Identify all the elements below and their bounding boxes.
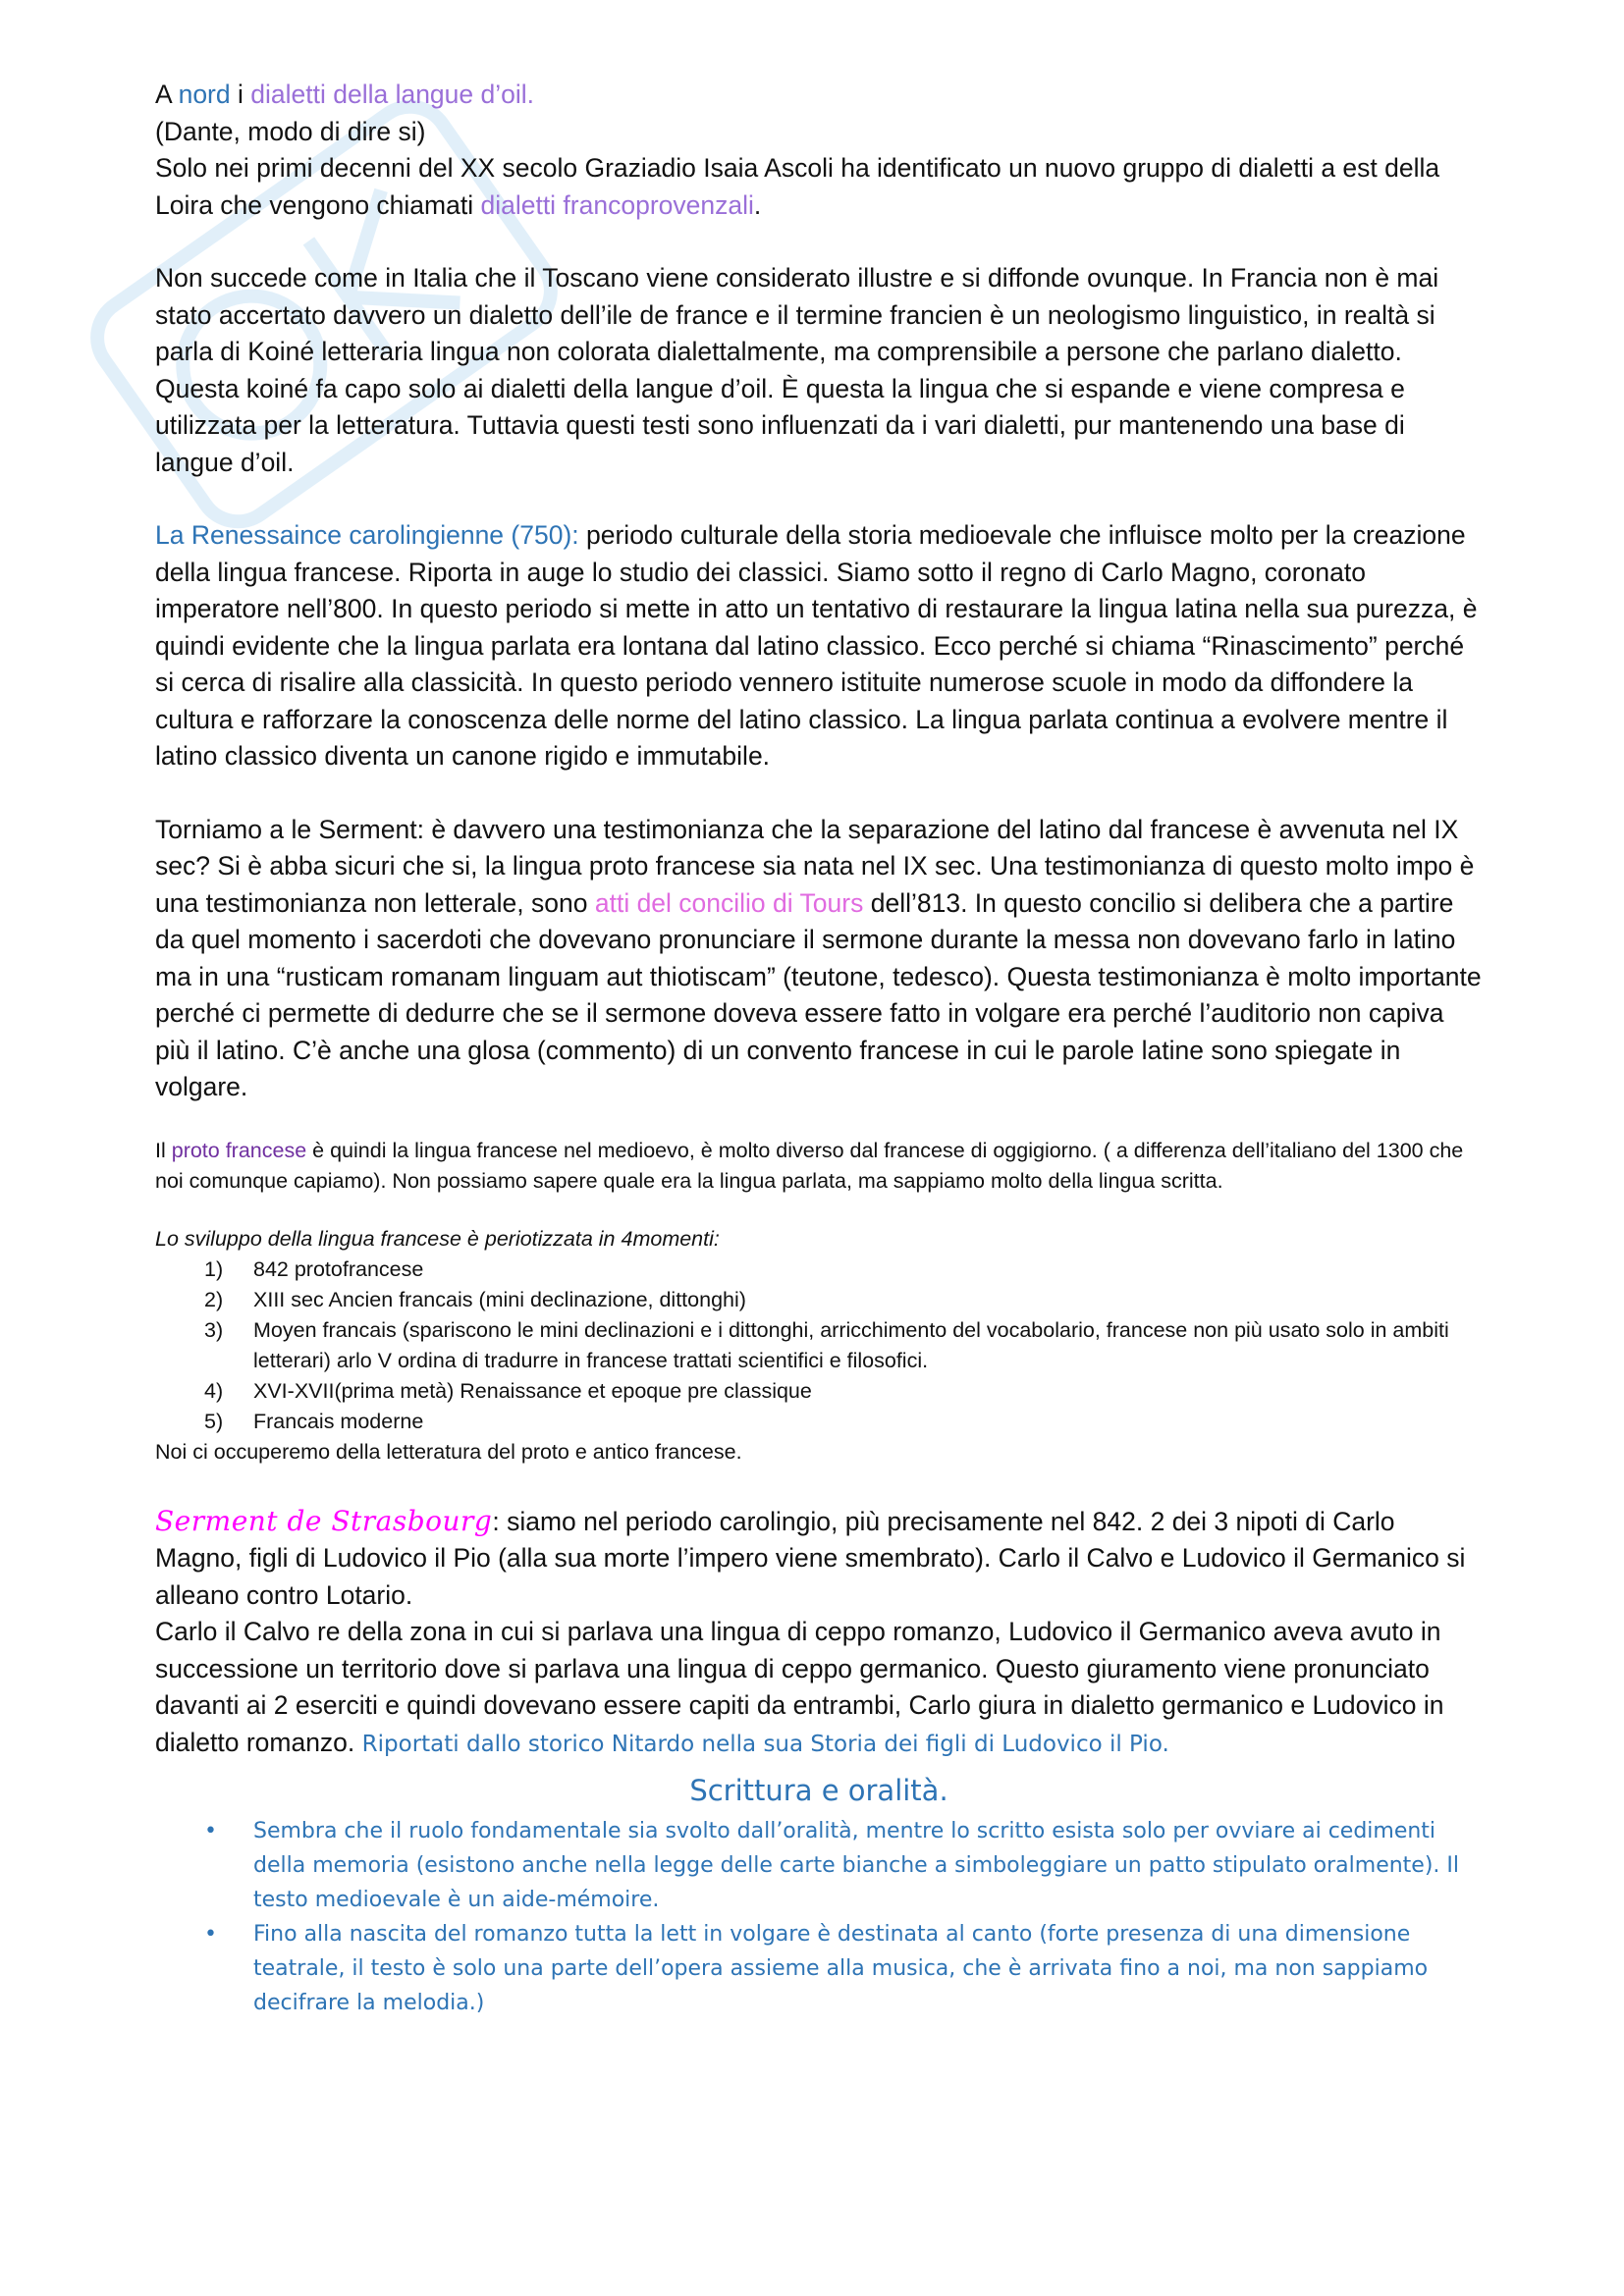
paragraph-sviluppo: Lo sviluppo della lingua francese è periotizzata in 4momenti:: [155, 1226, 720, 1251]
list-item: 3) Moyen francais (spariscono le mini declinazioni e i dittonghi, arricchimento del vocabolario, francese non più usato solo in ambiti letterari) arlo V ordina di tradurre in francese trattati scientifici e filosofici.: [204, 1317, 1449, 1372]
paragraph-carlo-calvo: Carlo il Calvo re della zona in cui si parlava una lingua di ceppo romanzo, Ludovico il Germanico aveva avuto in successione un territorio dove si parlava una lingua di ceppo germanico. Questo giuramento viene pronunciato davanti ai 2 eserciti e quindi dovevano essere capiti da entrambi, Carlo giura in dialetto germanico e Ludovico in dialetto romanzo. Riportati dallo storico Nitardo nella sua Storia dei figli di Ludovico il Pio.: [155, 1617, 1444, 1757]
paragraph-langue-oil: A nord i dialetti della langue d’oil.: [155, 80, 535, 109]
paragraph-proto-francese: Il proto francese è quindi la lingua francese nel medioevo, è molto diverso dal francese di oggigiorno. ( a differenza dell’italiano del 1300 che noi comunque capiamo). Non possiamo sapere quale era la lingua parlata, ma sappiamo molto della lingua scritta.: [155, 1138, 1464, 1193]
list-item: 2) XIII sec Ancien francais (mini declinazione, dittonghi): [204, 1287, 746, 1311]
list-item: 4) XVI-XVII(prima metà) Renaissance et epoque pre classique: [204, 1378, 812, 1403]
source-note: Riportati dallo storico Nitardo nella sua Storia dei figli di Ludovico il Pio.: [361, 1731, 1169, 1757]
paragraph-dante: (Dante, modo di dire si): [155, 116, 426, 146]
paragraph-koine: Non succede come in Italia che il Toscano viene considerato illustre e si diffonde ovunque. In Francia non è mai stato accertato davvero un dialetto dell’ile de france e il termine francien è un neologismo linguistico, in realtà si parla di Koiné letteraria lingua non colorata dialettalmente, ma comprensibile a persone che parlano dialetto. Questa koiné fa capo solo ai dialetti della langue d’oil. È questa la lingua che si espande e viene compresa e utilizzata per la letteratura. Tuttavia questi testi sono influenzati da i vari dialetti, pur mantenendo una base di langue d’oil.: [155, 263, 1439, 477]
paragraph-serment-strasbourg: Serment de Strasbourg: siamo nel periodo carolingio, più precisamente nel 842. 2 dei 3 nipoti di Carlo Magno, figli di Ludovico il Pio (alla sua morte l’impero viene smembrato). Carlo il Calvo e Ludovico il Germanico si alleano contro Lotario.: [155, 1504, 1466, 1610]
moments-list: [155, 1255, 1483, 1437]
term-concilio-tours: atti del concilio di Tours: [594, 887, 864, 918]
bullet-icon: •: [204, 1819, 217, 1843]
paragraph-renaissance: La Renessaince carolingienne (750): periodo culturale della storia medioevale che influisce molto per la creazione della lingua francese. Riporta in auge lo studio dei classici. Siamo sotto il regno di Carlo Magno, coronato imperatore nell’800. In questo periodo si mette in atto un tentativo di restaurare la lingua latina nella sua purezza, è quindi evidente che la lingua parlata era lontana dal latino classico. Ecco perché si chiama “Rinascimento” perché si cerca di risalire alla classicità. In questo periodo vennero istituite numerose scuole in modo da diffondere la cultura e rafforzare la conoscenza delle norme del latino classico. La lingua parlata continua a evolvere mentre il latino classico diventa un canone rigido e immutabile.: [155, 520, 1478, 771]
paragraph-occuperemo: Noi ci occuperemo della letteratura del proto e antico francese.: [155, 1439, 742, 1464]
list-item: • Fino alla nascita del romanzo tutta la lett in volgare è destinata al canto (forte presenza di una dimensione teatrale, il testo è solo una parte dell’opera assieme alla musica, che è arrivata fino a noi, ma non sappiamo decifrare la melodia.): [155, 1917, 1483, 2020]
heading-renaissance: La Renessaince carolingienne (750):: [155, 520, 579, 550]
term-francoprovenzali: dialetti francoprovenzali: [480, 189, 754, 220]
paragraph-serment-tours: Torniamo a le Serment: è davvero una testimonianza che la separazione del latino dal francese è avvenuta nel IX sec? Si è abba sicuri che si, la lingua proto francese sia nata nel IX sec. Una testimonianza di questo molto impo è una testimonianza non letterale, sono atti del concilio di Tours dell’813. In questo concilio si delibera che a partire da quel momento i sacerdoti che dovevano pronunciare il sermone durante la messa non dovevano farlo in latino ma in una “rusticam romanam linguam aut thiotiscam” (teutone, tedesco). Questa testimonianza è molto importante perché ci permette di dedurre che se il sermone doveva essere fatto in volgare era perché l’auditorio non capiva più il latino. C’è anche una glosa (commento) di un convento francese in cui le parole latine sono spiegate in volgare.: [155, 814, 1482, 1101]
list-item: 1) 842 protofrancese: [204, 1256, 424, 1281]
bullet-icon: •: [204, 1922, 217, 1947]
term-dialetti-oil: dialetti della langue d’oil.: [250, 80, 535, 109]
section-title-scrittura: Scrittura e oralità.: [689, 1774, 948, 1807]
heading-serment: Serment de Strasbourg: [155, 1504, 493, 1537]
term-nord: nord: [178, 80, 231, 109]
document-page: [155, 77, 1483, 2020]
list-item: 5) Francais moderne: [204, 1409, 424, 1433]
term-proto-francese: proto francese: [171, 1138, 307, 1162]
paragraph-ascoli: Solo nei primi decenni del XX secolo Graziadio Isaia Ascoli ha identificato un nuovo gruppo di dialetti a est della Loira che vengono chiamati dialetti francoprovenzali.: [155, 153, 1440, 220]
list-item: • Sembra che il ruolo fondamentale sia svolto dall’oralità, mentre lo scritto esista solo per ovviare ai cedimenti della memoria (esistono anche nella legge delle carte bianche a simboleggiare un patto stipulato oralmente). Il testo medioevale è un aide-mémoire.: [155, 1814, 1483, 1917]
bullet-list: [155, 1814, 1483, 2020]
